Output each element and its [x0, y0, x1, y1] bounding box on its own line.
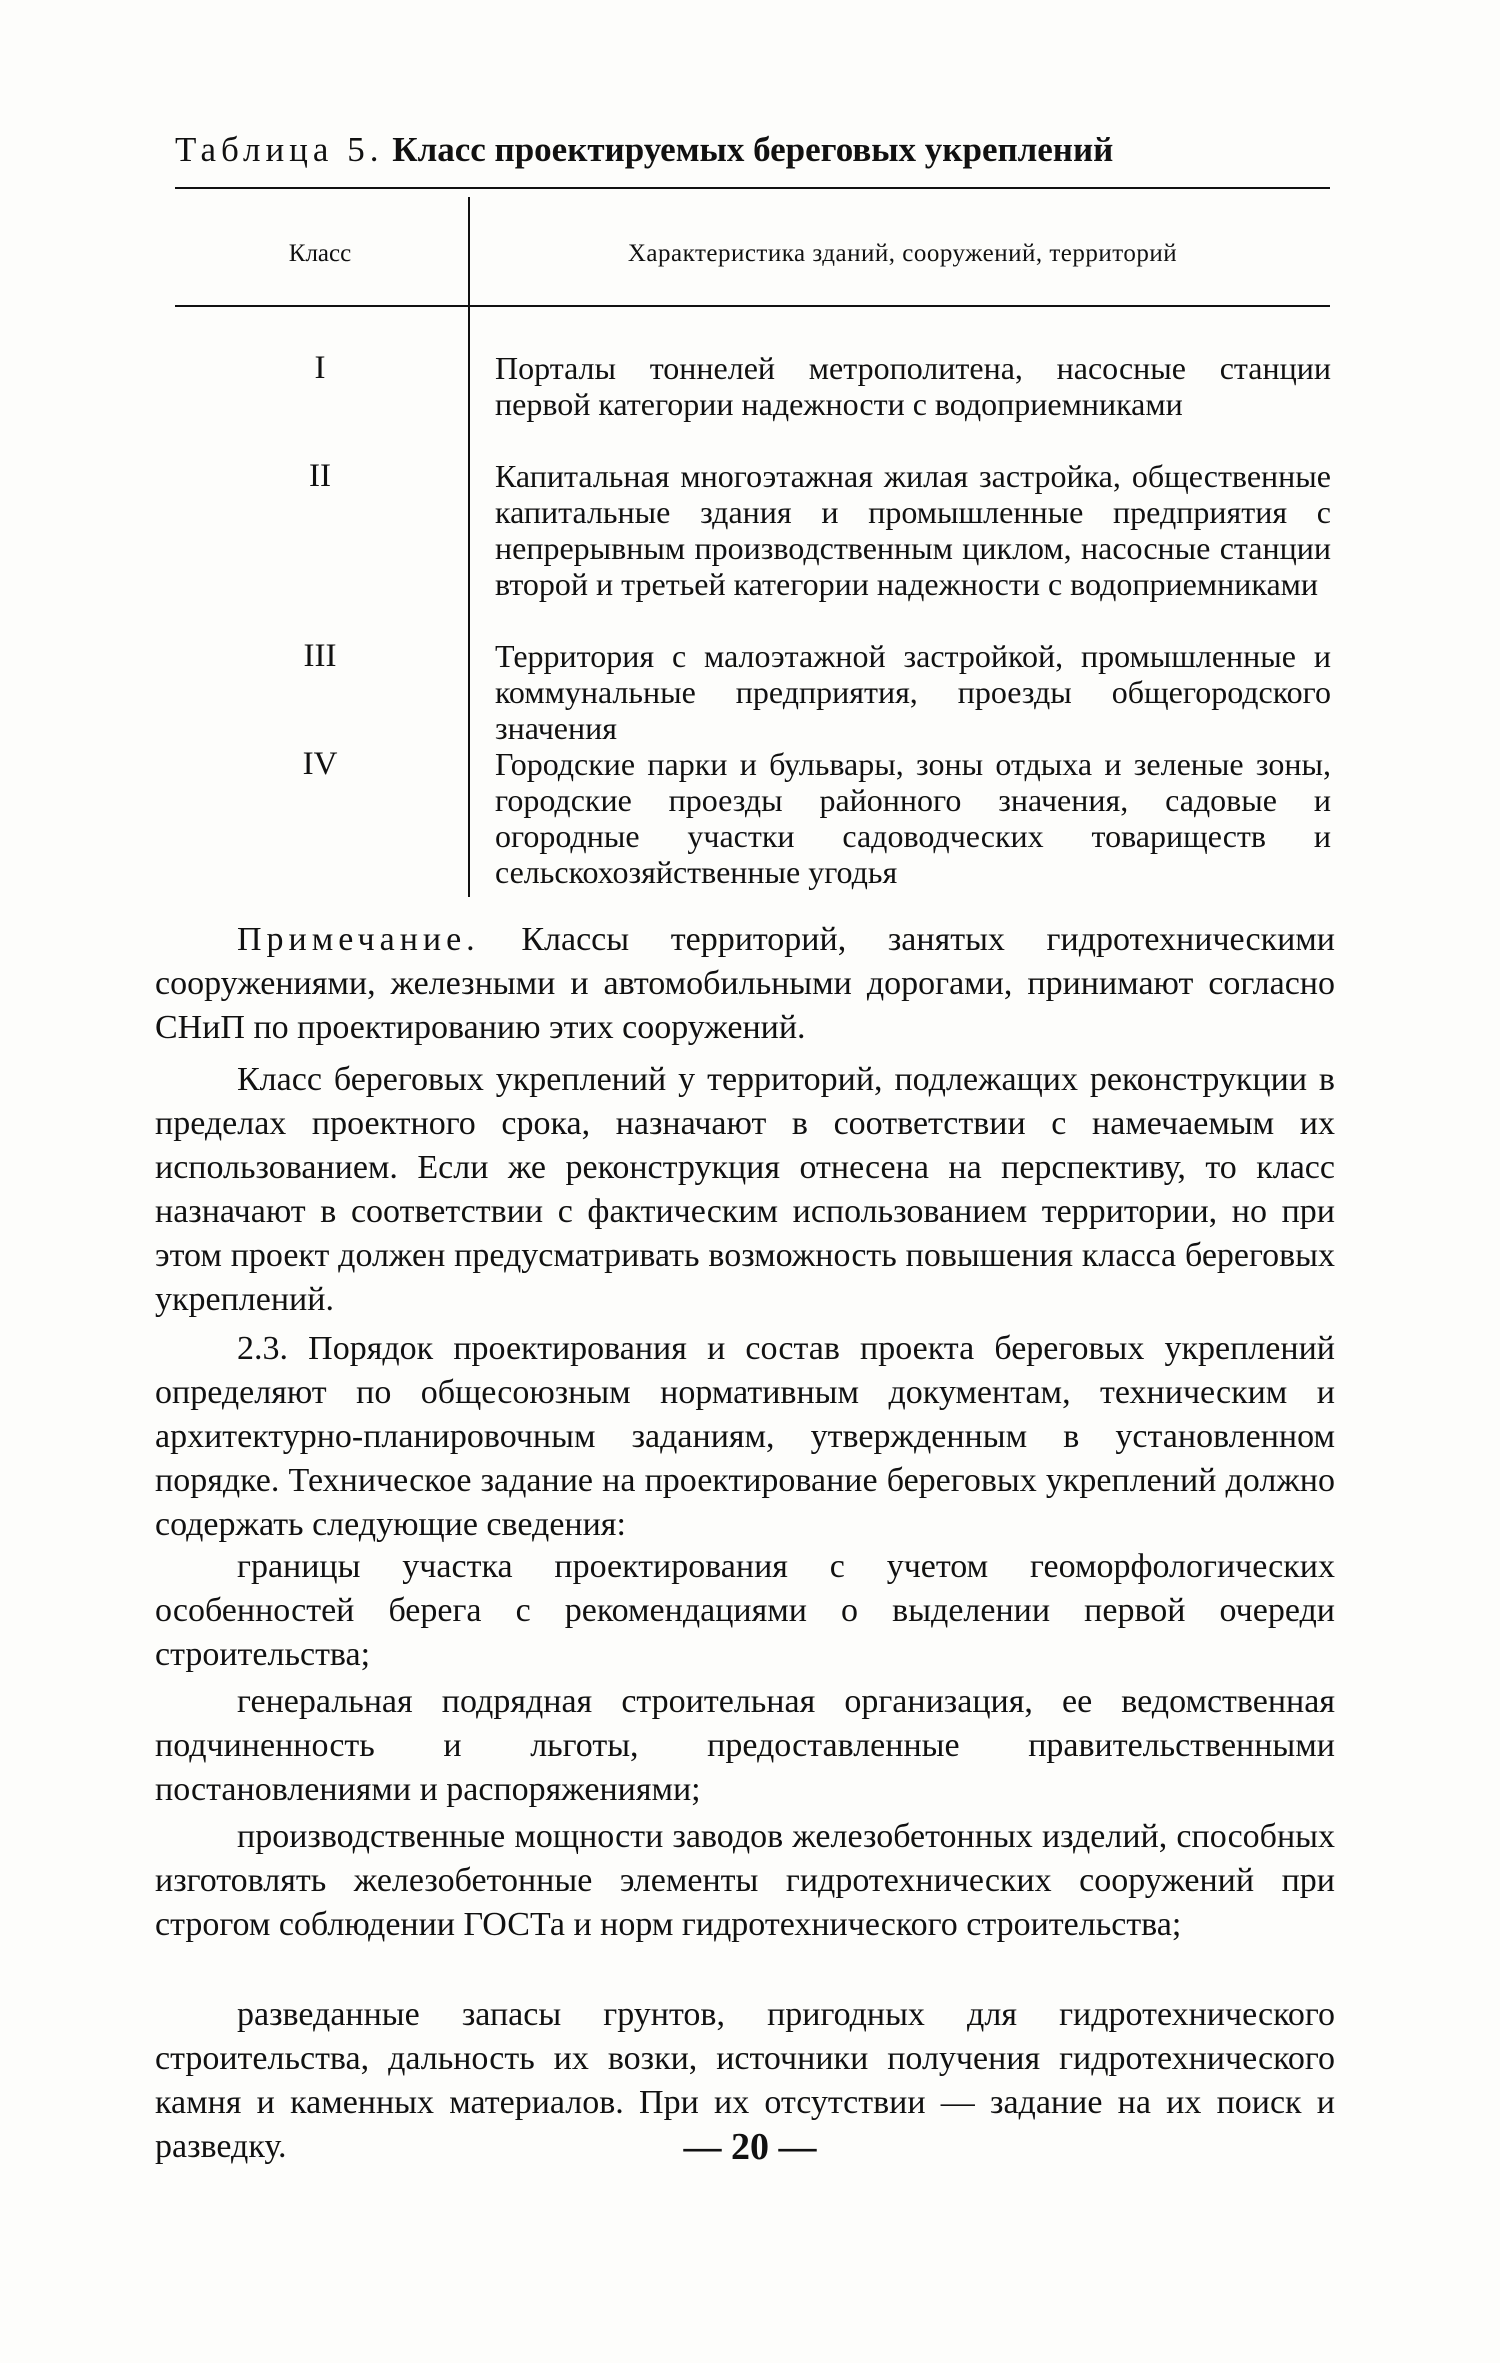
row-description: Капитальная многоэтажная жилая застройка, общественные капитальные здания и промышленные предприятия с непрерывным производственным циклом, насосные станции второй и третьей категории надежности с водоприемниками: [495, 458, 1331, 602]
table-header-class: Класс: [288, 240, 352, 267]
table-caption-title: Класс проектируемых береговых укреплений: [392, 130, 1114, 169]
note-label: Примечание.: [237, 921, 480, 958]
row-class: IV: [302, 746, 338, 782]
paragraph: Класс береговых укреплений у территорий, подлежащих реконструкции в пределах проектного срока, назначают в соответствии с намечаемым их использованием. Если же реконструкция отнесена на перспективу, то класс назначают в соответствии с фактическим использованием территории, но при этом проект должен предусматривать возможность повышения класса береговых укреплений.: [155, 1061, 1335, 1318]
paragraph: 2.3. Порядок проектирования и состав проекта береговых укреплений определяют по общесоюзным нормативным документам, техническим и архитектурно-планировочным заданиям, утвержденным в установленном порядке. Техническое задание на проектирование береговых укреплений должно содержать следующие сведения:: [155, 1330, 1335, 1543]
table-note: [155, 918, 1335, 1050]
row-description: Городские парки и бульвары, зоны отдыха и зеленые зоны, городские проезды районного значения, садовые и огородные участки садоводческих товариществ и сельскохозяйственные угодья: [495, 746, 1331, 890]
table-header-description: Характеристика зданий, сооружений, территорий: [627, 240, 1178, 267]
table-top-rule: [175, 187, 1330, 189]
row-class: III: [303, 638, 337, 674]
table-caption: [175, 128, 1335, 172]
row-description: Территория с малоэтажной застройкой, промышленные и коммунальные предприятия, проезды общегородского значения: [495, 638, 1331, 746]
paragraph: генеральная подрядная строительная организация, ее ведомственная подчиненность и льготы, предоставленные правительственными постановлениями и распоряжениями;: [155, 1683, 1335, 1808]
paragraph: разведанные запасы грунтов, пригодных для гидротехнического строительства, дальность их возки, источники получения гидротехнического камня и каменных материалов. При их отсутствии — задание на их поиск и разведку.: [155, 1996, 1335, 2165]
table-header-rule: [175, 305, 1330, 307]
note-text: Классы территорий, занятых гидротехническими сооружениями, железными и автомобильными дорогами, принимают согласно СНиП по проектированию этих сооружений.: [155, 921, 1335, 1046]
table-caption-label: Таблица 5.: [175, 130, 384, 169]
row-description: Порталы тоннелей метрополитена, насосные станции первой категории надежности с водоприемниками: [495, 350, 1331, 422]
paragraph: производственные мощности заводов железобетонных изделий, способных изготовлять железобетонные элементы гидротехнических сооружений при строгом соблюдении ГОСТа и норм гидротехнического строительства;: [155, 1818, 1335, 1943]
row-class: II: [309, 458, 331, 494]
page-number: — 20 —: [683, 2126, 817, 2168]
table-column-divider: [468, 197, 470, 897]
paragraph: границы участка проектирования с учетом геоморфологических особенностей берега с рекомендациями о выделении первой очереди строительства;: [155, 1548, 1335, 1673]
row-class: I: [314, 350, 326, 386]
